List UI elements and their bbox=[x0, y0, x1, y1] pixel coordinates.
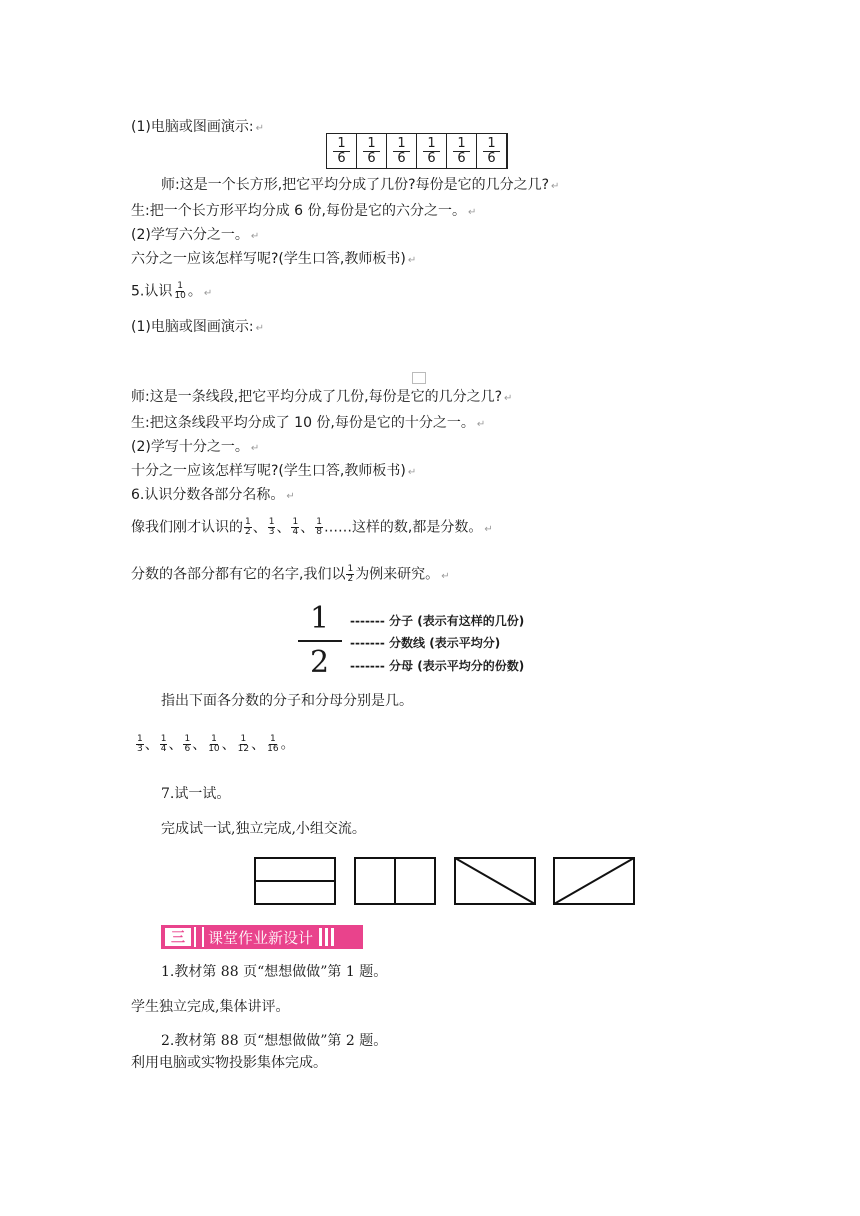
banner-tail-icon bbox=[319, 928, 334, 946]
banner-number: 三 bbox=[165, 928, 191, 946]
teacher-question-segment: 师:这是一条线段,把它平均分成了几份,每份是它的几分之几? ↵ bbox=[131, 389, 513, 405]
sixth-cell: 1 6 bbox=[327, 134, 357, 168]
sixths-rectangle bbox=[326, 133, 508, 169]
fraction: $\frac{1}{12}$ bbox=[237, 734, 250, 754]
fraction-parts-diagram bbox=[296, 600, 586, 686]
demo-line-2: (1)电脑或图画演示: ↵ bbox=[131, 319, 264, 335]
intro-fraction-list: $\frac{1}{2}$ 、 $\frac{1}{3}$ 、 $\frac{1}{4}$ 、 $\frac{1}{8}$ bbox=[245, 517, 322, 537]
fraction: $\frac{1}{3}$ bbox=[268, 517, 275, 537]
section-banner bbox=[161, 925, 363, 949]
student-answer-segment: 生:把这条线段平均分成了 10 份,每份是它的十分之一。 ↵ bbox=[131, 415, 486, 431]
fraction: $\frac{1}{16}$ bbox=[267, 734, 279, 754]
exercise-fraction-list: $\frac{1}{3}$ 、 $\frac{1}{4}$ 、 $\frac{1}{6}$ 、 $\frac{1}{10}$ 、 $\frac{1}{12}$ 、 $\frac{1}{16}$ 。 bbox=[137, 734, 295, 754]
fraction: $\frac{1}{4}$ bbox=[160, 734, 167, 754]
image-placeholder-icon bbox=[412, 372, 426, 384]
fraction: $\frac{1}{6}$ bbox=[184, 734, 191, 754]
fraction-intro-line: 像我们刚才认识的 $\frac{1}{2}$ 、 $\frac{1}{3}$ 、 $\frac{1}{4}$ 、 $\frac{1}{8}$ ……这样的数,都是分数。 ↵ bbox=[131, 517, 493, 537]
fraction: $\frac{1}{3}$ bbox=[137, 734, 143, 754]
sixth-cell: 1 6 bbox=[387, 134, 417, 168]
homework-item-1-note: 学生独立完成,集体讲评。 bbox=[131, 999, 290, 1015]
sixth-cell: 1 6 bbox=[357, 134, 387, 168]
numerator: 1 bbox=[310, 601, 330, 636]
fraction-one-half: $\frac{1}{2}$ bbox=[347, 564, 354, 584]
banner-title: 课堂作业新设计 bbox=[208, 928, 314, 947]
student-answer-rectangle: 生:把一个长方形平均分成 6 份,每份是它的六分之一。 ↵ bbox=[131, 203, 477, 219]
numerator-label: ------- 分子 (表示有这样的几份) bbox=[350, 614, 525, 628]
section-5-heading: 5.认识 $\frac{1}{10}$ 。 ↵ bbox=[131, 281, 213, 301]
teacher-question-rectangle: 师:这是一个长方形,把它平均分成了几份?每份是它的几分之几? ↵ bbox=[161, 177, 560, 193]
denominator-label: ------- 分母 (表示平均分的份数) bbox=[350, 659, 525, 673]
sixth-cell: 1 6 bbox=[477, 134, 507, 168]
fraction-bar-label: ------- 分数线 (表示平均分) bbox=[350, 636, 501, 650]
sixth-cell: 1 6 bbox=[417, 134, 447, 168]
denominator: 2 bbox=[310, 645, 330, 680]
try-it-instruction: 完成试一试,独立完成,小组交流。 bbox=[161, 821, 366, 837]
fraction: $\frac{1}{8}$ bbox=[316, 517, 322, 537]
divided-rectangles bbox=[254, 857, 636, 905]
fraction-parts-intro: 分数的各部分都有它的名字,我们以 $\frac{1}{2}$ 为例来研究。 ↵ bbox=[131, 564, 450, 584]
homework-item-1: 1.教材第 88 页“想想做做”第 1 题。 bbox=[161, 964, 388, 980]
how-write-tenth: 十分之一应该怎样写呢?(学生口答,教师板书) ↵ bbox=[131, 463, 417, 479]
homework-item-2: 2.教材第 88 页“想想做做”第 2 题。 bbox=[161, 1033, 388, 1049]
fraction: $\frac{1}{10}$ bbox=[208, 734, 220, 754]
fraction: $\frac{1}{4}$ bbox=[292, 517, 299, 537]
section-6-heading: 6.认识分数各部分名称。 ↵ bbox=[131, 487, 295, 503]
exercise-instruction: 指出下面各分数的分子和分母分别是几。 bbox=[161, 693, 413, 709]
homework-item-2-note: 利用电脑或实物投影集体完成。 bbox=[131, 1055, 327, 1071]
fraction-one-tenth: $\frac{1}{10}$ bbox=[174, 281, 186, 301]
section-7-heading: 7.试一试。 bbox=[161, 786, 231, 802]
learn-write-tenth: (2)学写十分之一。 ↵ bbox=[131, 439, 260, 455]
learn-write-sixth: (2)学写六分之一。 ↵ bbox=[131, 227, 260, 243]
fraction: $\frac{1}{2}$ bbox=[245, 517, 251, 537]
demo-line-1: (1)电脑或图画演示: ↵ bbox=[131, 119, 264, 135]
sixth-cell: 1 6 bbox=[447, 134, 477, 168]
fraction-bar bbox=[298, 640, 342, 642]
how-write-sixth: 六分之一应该怎样写呢?(学生口答,教师板书) ↵ bbox=[131, 251, 417, 267]
banner-divider-icon bbox=[194, 927, 204, 947]
